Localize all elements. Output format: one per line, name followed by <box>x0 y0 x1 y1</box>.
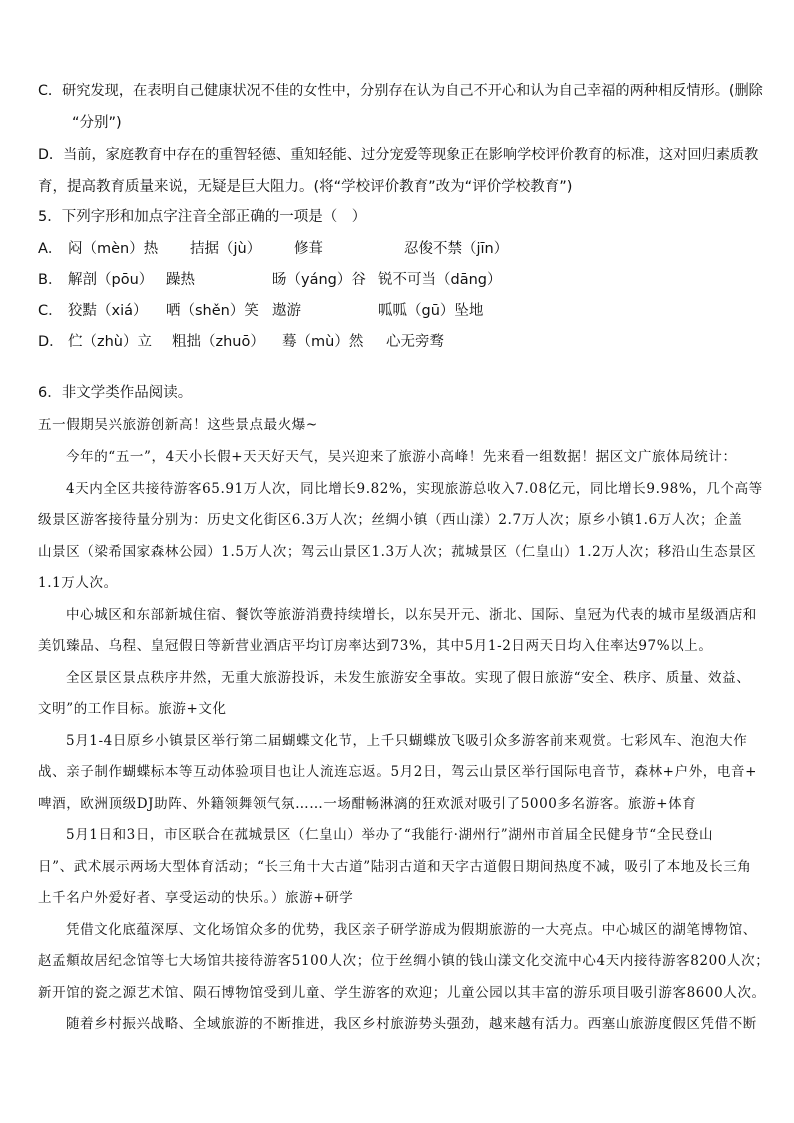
article-line: 新开馆的瓷之源艺术馆、陨石博物馆受到儿童、学生游客的欢迎；儿童公园以其丰富的游乐项目吸引游客8600人次。 <box>38 985 766 1001</box>
option-item: 粗拙（zhuō） <box>172 334 265 350</box>
article-line: 赵孟頫故居纪念馆等七大场馆共接待游客5100人次；位于丝绸小镇的钱山漾文化交流中心4天内接待游客8200人次； <box>38 953 770 969</box>
article-line: 战、亲子制作蝴蝶标本等互动体验项目也让人流连忘返。5月2日，驾云山景区举行国际电音节，森林+户外，电音+ <box>38 764 757 780</box>
article-line: 4天内全区共接待游客65.91万人次，同比增长9.82%，实现旅游总收入7.08亿元，同比增长9.98%，几个高等 <box>66 481 763 497</box>
article-line: 山景区（梁希国家森林公园）1.5万人次；驾云山景区1.3万人次；菰城景区（仁皇山）1.2万人次；移沿山生态景区 <box>38 544 757 560</box>
article-line: 5月1-4日原乡小镇景区举行第二届蝴蝶文化节，上千只蝴蝶放飞吸引众多游客前来观赏。七彩风车、泡泡大作 <box>66 733 748 749</box>
article-line: 日”、武术展示两场大型体育活动；“长三角十大古道”陆羽古道和天字古道假日期间热度不减，吸引了本地及长三角 <box>38 859 752 875</box>
option-item: 拮据（jù） <box>190 241 262 257</box>
option-item: 哂（shěn）笑 <box>166 303 259 319</box>
q6-stem: 6．非文学类作品阅读。 <box>38 385 193 401</box>
article-line: 上千名户外爱好者、享受运动的快乐。）旅游+研学 <box>38 890 354 906</box>
option-label: B． <box>38 272 63 288</box>
option-item: 伫（zhù）立 <box>68 334 152 350</box>
option-item: 修葺 <box>294 241 323 257</box>
option-item: 闷（mèn）热 <box>68 241 159 257</box>
option-item: 躁热 <box>166 272 195 288</box>
article-line: 全区景区景点秩序井然，无重大旅游投诉，未发生旅游安全事故。实现了假日旅游“安全、秩序、质量、效益、 <box>66 670 751 686</box>
q5-option-b <box>38 271 501 289</box>
article-line: 5月1日和3日，市区联合在菰城景区（仁皇山）举办了“我能行·湖州行”湖州市首届全民健身节“全民登山 <box>66 827 714 843</box>
option-label: A． <box>38 241 63 257</box>
option-item: 解剖（pōu） <box>68 272 154 288</box>
article-line: 1.1万人次。 <box>38 575 118 591</box>
q4-option-c-line1: C．研究发现，在表明自己健康状况不佳的女性中，分别存在认为自己不开心和认为自己幸福的两种相反情形。(删除 <box>38 83 763 99</box>
option-item: 呱呱（gū）坠地 <box>378 303 484 319</box>
q4-option-d-line1: D．当前，家庭教育中存在的重智轻德、重知轻能、过分宠爱等现象正在影响学校评价教育的标准，这对回归素质教 <box>38 147 759 163</box>
article-line: 中心城区和东部新城住宿、餐饮等旅游消费持续增长，以东吴开元、浙北、国际、皇冠为代表的城市星级酒店和 <box>66 607 757 623</box>
article-line: 文明”的工作目标。旅游+文化 <box>38 701 227 717</box>
article-line: 随着乡村振兴战略、全域旅游的不断推进，我区乡村旅游势头强劲，越来越有活力。西塞山旅游度假区凭借不断 <box>66 1016 757 1032</box>
article-line: 级景区游客接待量分别为：历史文化街区6.3万人次；丝绸小镇（西山漾）2.7万人次；原乡小镇1.6万人次；企盖 <box>38 512 743 528</box>
option-label: C． <box>38 303 63 319</box>
q5-stem: 5．下列字形和加点字注音全部正确的一项是（ ） <box>38 209 367 225</box>
article-line: 凭借文化底蕴深厚、文化场馆众多的优势，我区亲子研学游成为假期旅游的一大亮点。中心城区的湖笔博物馆、 <box>66 922 757 938</box>
q5-option-a <box>38 240 508 258</box>
article-line: 美饥臻品、乌程、皇冠假日等新营业酒店平均订房率达到73%，其中5月1-2日两天日均入住率达97%以上。 <box>38 638 713 654</box>
option-item: 蓦（mù）然 <box>282 334 364 350</box>
option-item: 遨游 <box>272 303 301 319</box>
q5-option-c <box>38 302 483 320</box>
option-item: 狡黠（xiá） <box>68 303 148 319</box>
option-label: D． <box>38 334 64 350</box>
option-item: 旸（yáng）谷 <box>272 272 366 288</box>
option-item: 锐不可当（dāng） <box>378 272 502 288</box>
q5-option-d <box>38 333 444 351</box>
article-title: 五一假期吴兴旅游创新高！这些景点最火爆~ <box>38 417 318 433</box>
q4-option-c-line2: “分别”) <box>72 115 122 131</box>
article-line: 啤酒，欧洲顶级DJ助阵、外籍领舞领气氛……一场酣畅淋漓的狂欢派对吸引了5000多名游客。旅游+体育 <box>38 796 697 812</box>
option-item: 心无旁骛 <box>386 334 444 350</box>
article-line: 今年的“五一”，4天小长假+天天好天气，吴兴迎来了旅游小高峰！先来看一组数据！据区文广旅体局统计： <box>66 449 737 465</box>
q4-option-d-line2: 育，提高教育质量来说，无疑是巨大阻力。(将“学校评价教育”改为“评价学校教育”) <box>38 179 573 195</box>
option-item: 忍俊不禁（jīn） <box>404 241 509 257</box>
